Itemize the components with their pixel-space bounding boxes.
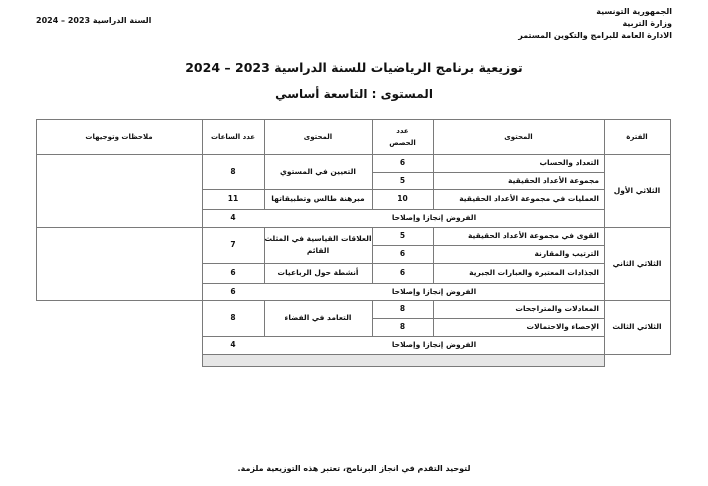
row-bg-tests-3 xyxy=(202,354,604,366)
t3-sessions-2: 8 xyxy=(399,322,406,331)
t1-content-3: العمليات في مجموعة الأعداد الحقيقية xyxy=(459,194,599,203)
ministry-name: وزارة التربية xyxy=(622,19,672,28)
page-title: توزيعية برنامج الرياضيات للسنة الدراسية 2023 – 2024 xyxy=(185,60,523,75)
t1-sessions-1: 6 xyxy=(399,158,406,167)
directorate-name: الادارة العامة للبرامج والتكوين المستمر xyxy=(518,31,672,40)
t1-geo-content-1: التعيين في المستوي xyxy=(280,166,356,176)
t2-content-2: الترتيب والمقارنة xyxy=(534,249,599,258)
header-hours: عدد الساعات xyxy=(210,132,256,141)
t3-sessions-1: 8 xyxy=(399,304,406,313)
t2-geo-content-2: أنشطة حول الرباعيات xyxy=(277,268,359,277)
t1-geo-content-2: مبرهنة طالس وتطبيقاتها xyxy=(271,194,365,203)
t2-tests-label: الفروض إنجازا وإصلاحا xyxy=(391,286,477,296)
t1-tests-label: الفروض إنجازا وإصلاحا xyxy=(391,213,477,222)
t2-sessions-1: 5 xyxy=(399,231,406,240)
table-right-border xyxy=(670,119,671,355)
trimester-2-label: الثلاثي الثاني xyxy=(612,258,662,268)
t3-content-1: المعادلات والمتراجحات xyxy=(515,304,599,313)
t1-geo-hours-1: 8 xyxy=(230,166,236,176)
t1-geo-hours-2: 11 xyxy=(227,194,239,203)
footer-note: لتوحيد التقدم في انجاز البرنامج، تعتبر هذه التوزيعية ملزمة. xyxy=(237,464,471,473)
t2-geo-content-1-line2: القائم xyxy=(306,246,330,255)
sep-t3-end xyxy=(202,354,671,355)
t3-tests-label: الفروض إنجازا وإصلاحا xyxy=(391,340,477,349)
t2-content-1: القوى في مجموعة الأعداد الحقيقية xyxy=(467,231,599,240)
t1-sessions-2: 5 xyxy=(399,175,406,185)
t1-content-2: مجموعة الأعداد الحقيقية xyxy=(508,175,599,185)
header-sessions: عدد الحصص xyxy=(389,126,416,147)
republic-name: الجمهورية التونسية xyxy=(596,7,672,16)
header-institution xyxy=(518,6,672,42)
t2-geo-content-1-line1: العلاقات القياسية في المثلث xyxy=(264,234,372,243)
header-content: المحتوى xyxy=(504,132,533,141)
t2-sessions-2: 6 xyxy=(399,249,406,258)
trimester-1-label: الثلاثي الأول xyxy=(613,185,661,195)
t1-sessions-3: 10 xyxy=(397,194,408,203)
t2-geo-hours-1: 7 xyxy=(230,240,236,249)
col-notes-left xyxy=(36,154,37,300)
trimester-3-label: الثلاثي الثالث xyxy=(612,322,662,331)
level-label: المستوى : التاسعة أساسي xyxy=(275,87,433,101)
header-period: الفترة xyxy=(626,132,648,141)
t3-content-2: الإحصاء والاحتمالات xyxy=(526,322,599,331)
header-notes: ملاحظات وتوجيهات xyxy=(85,132,153,141)
t2-geo-content-1 xyxy=(264,227,372,263)
school-year: السنة الدراسية 2023 – 2024 xyxy=(36,16,152,25)
t2-sessions-3: 6 xyxy=(399,268,406,277)
header-content-2: المحتوى xyxy=(303,132,333,141)
t3-bottom-line xyxy=(202,366,604,367)
t3-tests-hours: 4 xyxy=(230,340,236,349)
t1-tests-hours: 4 xyxy=(230,213,236,222)
t1-content-1: التعداد والحساب xyxy=(539,158,599,167)
t2-geo-hours-2: 6 xyxy=(230,268,236,277)
t3-geo-content-1: التعامد في الفضاء xyxy=(284,313,352,322)
t3-geo-hours-1: 8 xyxy=(230,313,236,322)
t2-content-3: الجذادات المعتبرة والعبارات الجبرية xyxy=(469,268,599,277)
t2-tests-hours: 6 xyxy=(230,286,236,296)
